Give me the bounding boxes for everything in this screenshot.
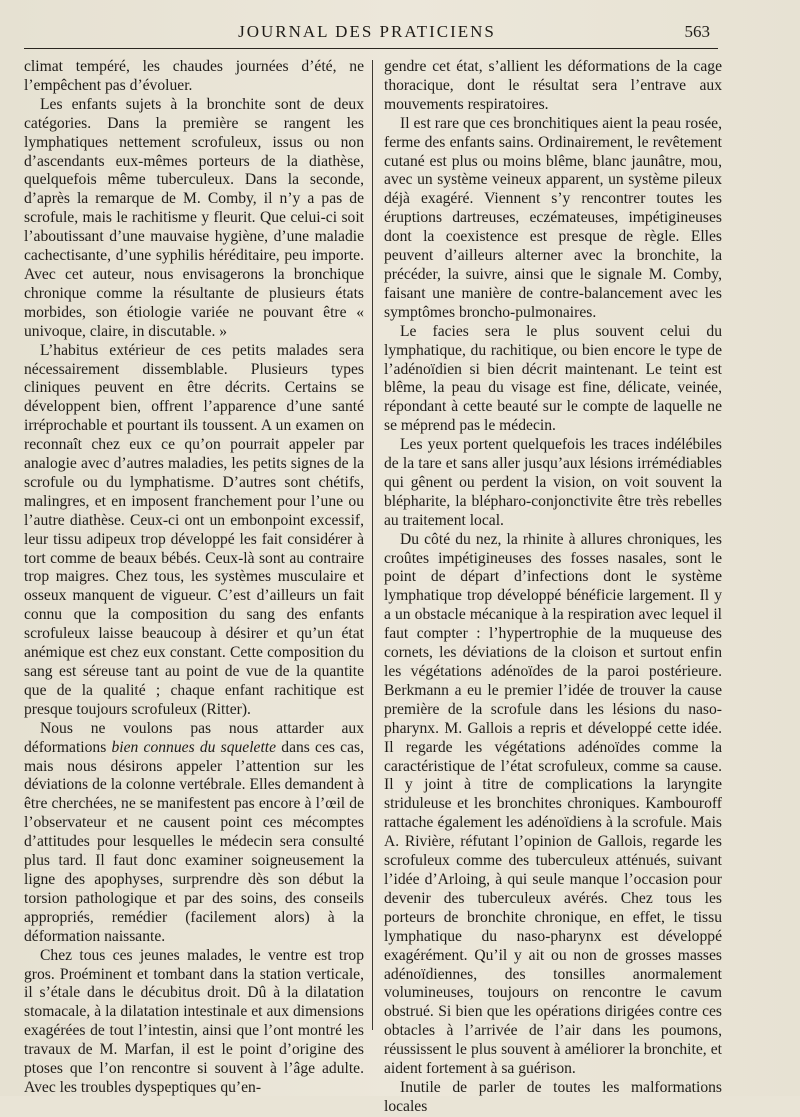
italic-run: bien connues du squelette (111, 738, 277, 756)
left-column (24, 58, 364, 1098)
column-divider (372, 60, 373, 1030)
journal-title: JOURNAL DES PRATICIENS (238, 22, 496, 41)
paragraph: Le facies sera le plus souvent celui du lymphatique, du rachitique, ou bien encore le type de l’adénoïdien si bien décrit maintenant. Le teint est blême, la peau du visage est fine, délicate, veinée, répondant à cette beauté sur le compte de laquelle ne se méprend pas le médecin. (384, 322, 722, 435)
paragraph: gendre cet état, s’allient les déformations de la cage thoracique, dont le résultat sera l’entrave aux mouvements respiratoires. (384, 58, 722, 113)
paragraph: Les enfants sujets à la bronchite sont de deux catégories. Dans la première se rangent les lymphatiques nettement scrofuleux, issus ou non d’ascendants eux-mêmes porteurs de la diathèse, quelquefois même tuberculeux. Dans la seconde, d’après la remarque de M. Comby, il n’y a pas de scrofule, mais le rachitisme y fleurit. Que celui-ci soit l’aboutissant d’une mauvaise hygiène, d’une maladie cachectisante, d’une syphilis héréditaire, peu importe. Avec cet auteur, nous envisagerons la bronchique chronique comme la résultante de plusieurs états morbides, son étiologie variée ne pouvant être « univoque, claire, in discutable. » (24, 95, 364, 340)
header-rule (24, 48, 718, 49)
page-number: 563 (684, 22, 710, 41)
paragraph: Il est rare que ces bronchitiques aient la peau rosée, ferme des enfants sains. Ordinairement, le revêtement cutané est plus ou moins blême, blanc jaunâtre, mou, avec un système veineux apparent, un système pileux déjà exagéré. Viennent s’y rencontrer toutes les éruptions dartreuses, eczémateuses, impétigineuses dont la coexistence est presque de règle. Elles peuvent d’ailleurs alterner avec la bronchite, la précéder, la suivre, ainsi que le signale M. Comby, faisant une manière de contre-balancement avec les symptômes broncho-pulmonaires. (384, 114, 722, 321)
paragraph: Les yeux portent quelquefois les traces indélébiles de la tare et sans aller jusqu’aux lésions irrémédiables qui gênent ou perdent la vision, on voit souvent la blépharite, la blépharo-conjonctivite être très rebelles au traitement local. (384, 436, 722, 529)
paragraph: climat tempéré, les chaudes journées d’été, ne l’empêchent pas d’évoluer. (24, 58, 364, 94)
right-column (384, 58, 722, 1117)
paragraph: Du côté du nez, la rhinite à allures chroniques, les croûtes impétigineuses des fosses nasales, sont le point de départ d’infections dont le système lymphatique trop développé bénéficie largement. Il y a un obstacle mécanique à la respiration avec lequel il faut compter : l’hypertrophie de la muqueuse des cornets, les déviations de la cloison et surtout enfin les végétations adénoïdes de la paroi postérieure. Berkmann a eu le premier l’idée de trouver la cause première de la scrofule dans les lésions du naso-pharynx. M. Gallois a repris et développé cette idée. Il regarde les végétations adénoïdes comme la caractéristique de l’état scrofuleux, comme sa cause. Il y joint à titre de complications la laryngite striduleuse et les bronchites chroniques. Kambouroff rattache également les adénoïdiens à la scrofule. Mais A. Rivière, réfutant l’opinion de Gallois, regarde les scrofuleux comme des tuberculeux atténués, suivant l’idée d’Arloing, à qui seule manque l’occasion pour devenir des tuberculeux avérés. Chez tous les porteurs de bronchite chronique, en effet, le tissu lymphatique du naso-pharynx est développé exagérément. Qu’il y ait ou non de grosses masses adénoïdiennes, des tonsilles anormalement volumineuses, toujours on rencontre le cavum obstrué. Si bien que les opérations dirigées contre ces obtacles à l’arrivée de l’air dans les poumons, réussissent le plus souvent à améliorer la bronchite, et aident fortement à sa guérison. (384, 530, 722, 1078)
paragraph: Chez tous ces jeunes malades, le ventre est trop gros. Proéminent et tombant dans la station verticale, il s’étale dans le décubitus droit. Dû à la dilatation stomacale, à la dilatation intestinale et aux dimensions exagérées de tout l’intestin, ainsi que l’ont montré les travaux de M. Marfan, il est le point d’origine des ptoses que l’on rencontre si souvent à l’âge adulte. Avec les troubles dyspeptiques qu’en- (24, 946, 364, 1096)
text-run: Nous ne voulons pas nous attarder aux déformations (24, 719, 364, 756)
paragraph: L’habitus extérieur de ces petits malades sera nécessairement dissemblable. Plusieurs types cliniques peuvent en être décrits. Certains se développent bien, offrent l’apparence d’une santé irréprochable et pourtant ils toussent. A un examen on reconnaît chez eux ce qu’on pourrait appeler par analogie avec d’autres maladies, les petits signes de la scrofule ou du lymphatisme. D’autres sont chétifs, malingres, et en imposent franchement pour l’une ou l’autre diathèse. Ceux-ci ont un embonpoint excessif, leur tissu adipeux trop développé les fait considérer à tort comme de beaux bébés. Ceux-là sont au contraire trop maigres. Chez tous, les systèmes musculaire et osseux manquent de vigueur. C’est d’ailleurs un fait connu que la composition du sang des enfants scrofuleux laisse beaucoup à désirer et qu’un état anémique est chez eux constant. Cette composition du sang est séreuse tant au point de vue de la quantite que de la qualité ; chaque enfant rachitique est presque toujours scrofuleux (Ritter). (24, 341, 364, 718)
text-run: dans ces cas, mais nous désirons appeler l’attention sur les déviations de la colonne vertébrale. Elles demandent à être cherchées, ne se manifestent pas encore à l’œil de l’observateur et ne causent point ces mécomptes d’attitudes pour lesquelles le médecin sera consulté plus tard. Il faut donc examiner soigneusement la ligne des apophyses, surprendre dès son début la torsion pathologique et par des soins, des conseils appropriés, remédier (facilement alors) à la déformation naissante. (24, 738, 364, 945)
paragraph (24, 720, 364, 947)
paragraph: Inutile de parler de toutes les malformations locales (384, 1078, 722, 1115)
running-header (24, 18, 710, 44)
